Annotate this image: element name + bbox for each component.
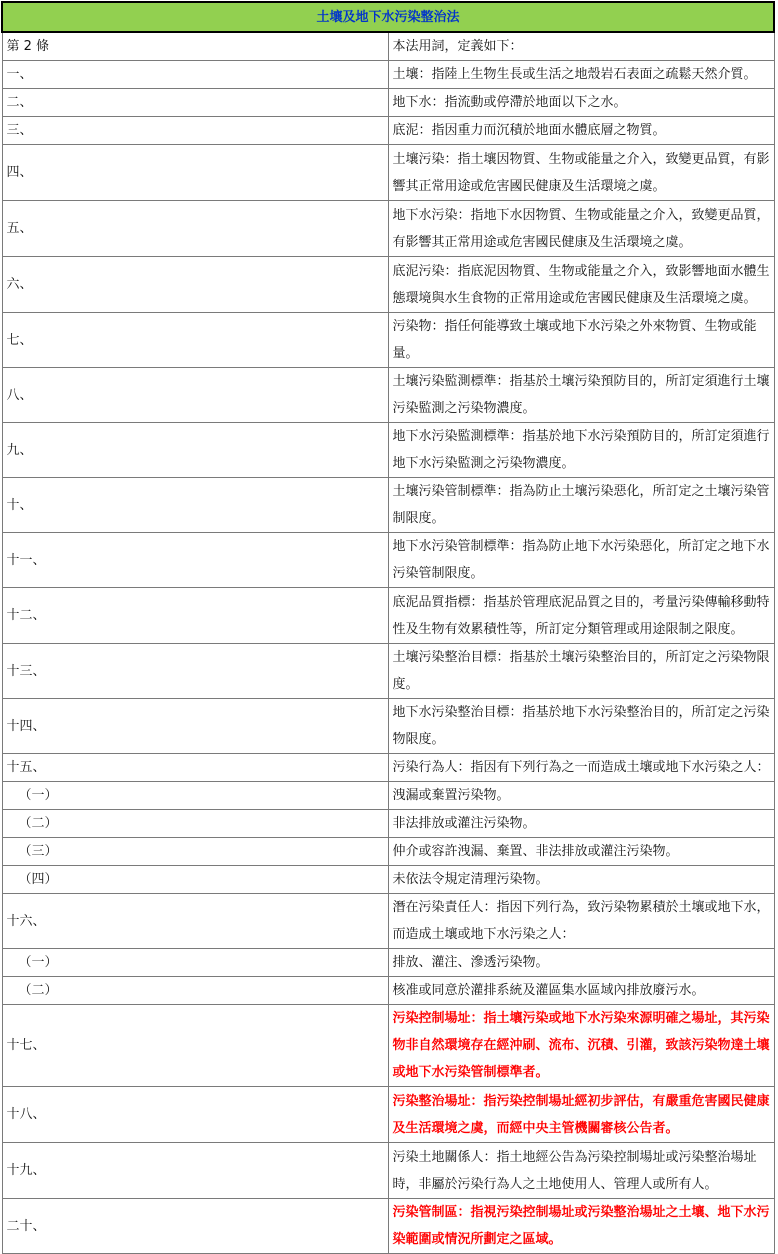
clause-number: （二） xyxy=(2,977,388,1005)
table-row xyxy=(2,754,774,782)
clause-number: 十二、 xyxy=(2,588,388,644)
clause-text: 未依法令規定清理污染物。 xyxy=(388,866,774,894)
table-row xyxy=(2,1199,774,1254)
clause-text: 污染土地關係人：指土地經公告為污染控制場址或污染整治場址時，非屬於污染行為人之土地使用人、管理人或所有人。 xyxy=(388,1143,774,1199)
table-row xyxy=(2,699,774,754)
table-row xyxy=(2,257,774,313)
table-row xyxy=(2,313,774,368)
clause-number: 十五、 xyxy=(2,754,388,782)
table-row xyxy=(2,32,774,61)
table-row xyxy=(2,866,774,894)
clause-text: 底泥品質指標：指基於管理底泥品質之目的，考量污染傳輸移動特性及生物有效累積性等，所訂定分類管理或用途限制之限度。 xyxy=(388,588,774,644)
clause-number: 十九、 xyxy=(2,1143,388,1199)
clause-number: 九、 xyxy=(2,423,388,478)
clause-text: 土壤污染管制標準：指為防止土壤污染惡化，所訂定之土壤污染管制限度。 xyxy=(388,478,774,533)
table-row xyxy=(2,533,774,588)
clause-text: 排放、灌注、滲透污染物。 xyxy=(388,949,774,977)
clause-number: 二十、 xyxy=(2,1199,388,1254)
clause-number: 十四、 xyxy=(2,699,388,754)
clause-number: 二、 xyxy=(2,89,388,117)
table-row xyxy=(2,117,774,145)
clause-number: 十三、 xyxy=(2,644,388,699)
clause-text: 污染管制區：指視污染控制場址或污染整治場址之土壤、地下水污染範圍或情況所劃定之區域。 xyxy=(388,1199,774,1254)
table-row xyxy=(2,949,774,977)
clause-number: （三） xyxy=(2,838,388,866)
clause-text: 土壤污染監測標準：指基於土壤污染預防目的，所訂定須進行土壤污染監測之污染物濃度。 xyxy=(388,368,774,423)
clause-text: 仲介或容許洩漏、棄置、非法排放或灌注污染物。 xyxy=(388,838,774,866)
table-row xyxy=(2,782,774,810)
table-row xyxy=(2,977,774,1005)
clause-number: 十、 xyxy=(2,478,388,533)
table-row xyxy=(2,894,774,949)
table-row xyxy=(2,478,774,533)
clause-text: 土壤污染整治目標：指基於土壤污染整治目的，所訂定之污染物限度。 xyxy=(388,644,774,699)
clause-text: 土壤：指陸上生物生長或生活之地殼岩石表面之疏鬆天然介質。 xyxy=(388,61,774,89)
table-row xyxy=(2,1005,774,1087)
clause-number: 一、 xyxy=(2,61,388,89)
clause-number: 第 2 條 xyxy=(2,32,388,61)
clause-text: 污染控制場址：指土壤污染或地下水污染來源明確之場址，其污染物非自然環境存在經沖刷、流布、沉積、引灌，致該污染物達土壤或地下水污染管制標準者。 xyxy=(388,1005,774,1087)
table-row xyxy=(2,810,774,838)
clause-number: 五、 xyxy=(2,201,388,257)
clause-number: （一） xyxy=(2,782,388,810)
table-row xyxy=(2,1087,774,1143)
table-row xyxy=(2,838,774,866)
table-row xyxy=(2,423,774,478)
clause-text: 底泥：指因重力而沉積於地面水體底層之物質。 xyxy=(388,117,774,145)
clause-text: 底泥污染：指底泥因物質、生物或能量之介入，致影響地面水體生態環境與水生食物的正常用途或危害國民健康及生活環境之虞。 xyxy=(388,257,774,313)
table-row xyxy=(2,588,774,644)
table-row xyxy=(2,368,774,423)
clause-text: 地下水：指流動或停滯於地面以下之水。 xyxy=(388,89,774,117)
clause-number: 七、 xyxy=(2,313,388,368)
table-row xyxy=(2,61,774,89)
clause-number: 十一、 xyxy=(2,533,388,588)
table-row xyxy=(2,89,774,117)
clause-text: 污染整治場址：指污染控制場址經初步評估，有嚴重危害國民健康及生活環境之虞，而經中央主管機關審核公告者。 xyxy=(388,1087,774,1143)
clause-text: 核准或同意於灌排系統及灌區集水區域內排放廢污水。 xyxy=(388,977,774,1005)
clause-text: 潛在污染責任人：指因下列行為，致污染物累積於土壤或地下水，而造成土壤或地下水污染之人： xyxy=(388,894,774,949)
clause-number: 十七、 xyxy=(2,1005,388,1087)
table-row xyxy=(2,145,774,201)
clause-text: 非法排放或灌注污染物。 xyxy=(388,810,774,838)
clause-number: 三、 xyxy=(2,117,388,145)
clause-text: 洩漏或棄置污染物。 xyxy=(388,782,774,810)
table-row xyxy=(2,644,774,699)
clause-number: （一） xyxy=(2,949,388,977)
clause-text: 地下水污染整治目標：指基於地下水污染整治目的，所訂定之污染 物限度。 xyxy=(388,699,774,754)
clause-number: （四） xyxy=(2,866,388,894)
law-table xyxy=(1,1,775,1254)
clause-number: 十八、 xyxy=(2,1087,388,1143)
clause-text: 土壤污染：指土壤因物質、生物或能量之介入，致變更品質，有影響其正常用途或危害國民健康及生活環境之虞。 xyxy=(388,145,774,201)
clause-number: 十六、 xyxy=(2,894,388,949)
clause-text: 本法用詞，定義如下： xyxy=(388,32,774,61)
clause-number: （二） xyxy=(2,810,388,838)
clause-text: 污染行為人：指因有下列行為之一而造成土壤或地下水污染之人： xyxy=(388,754,774,782)
clause-text: 地下水污染：指地下水因物質、生物或能量之介入，致變更品質，有影響其正常用途或危害國民健康及生活環境之虞。 xyxy=(388,201,774,257)
clause-number: 八、 xyxy=(2,368,388,423)
table-row xyxy=(2,1143,774,1199)
clause-text: 污染物：指任何能導致土壤或地下水污染之外來物質、生物或能量。 xyxy=(388,313,774,368)
clause-number: 六、 xyxy=(2,257,388,313)
table-title: 土壤及地下水污染整治法 xyxy=(2,2,774,32)
clause-number: 四、 xyxy=(2,145,388,201)
clause-text: 地下水污染管制標準：指為防止地下水污染惡化，所訂定之地下水污染管制限度。 xyxy=(388,533,774,588)
table-row xyxy=(2,201,774,257)
clause-text: 地下水污染監測標準：指基於地下水污染預防目的，所訂定須進行地下水污染監測之污染物濃度。 xyxy=(388,423,774,478)
